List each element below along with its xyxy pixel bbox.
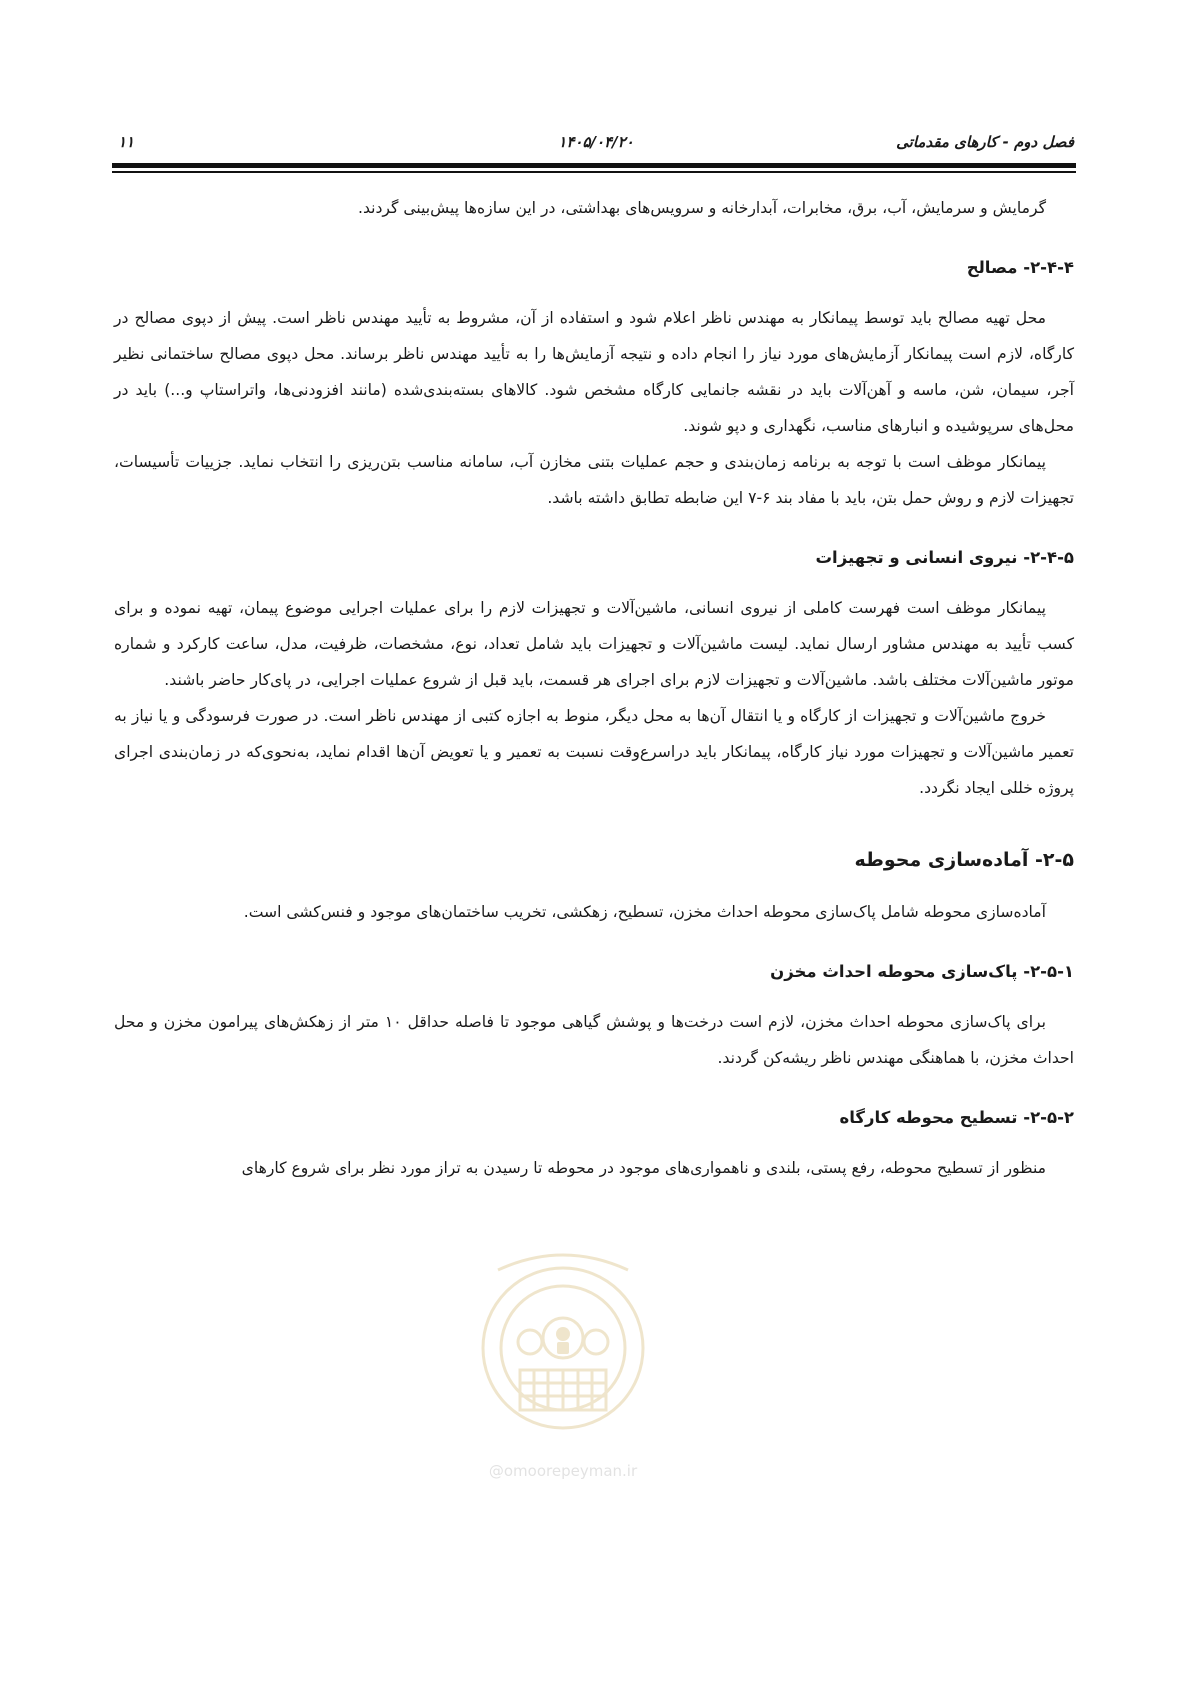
seal-logo-icon	[458, 1230, 668, 1460]
header-date: ۱۴۰۵/۰۴/۲۰	[558, 133, 634, 151]
section-heading-clearing: ۲-۵-۱- پاک‌سازی محوطه احداث مخزن	[770, 962, 1074, 981]
paragraph-manpower: پیمانکار موظف است فهرست کاملی از نیروی انسانی، ماشین‌آلات و تجهیزات لازم را برای عملیات اجرایی موضوع پیمان، تهیه نموده و برای کسب تأیید به مهندس مشاور ارسال نماید. لیست ماشین‌آلات و تجهیزات باید شامل تعداد، نوع، مشخصات، ظرفیت، مدل، ساعت کارکرد و شماره موتور ماشین‌آلات مختلف باشد. ماشین‌آلات و تجهیزات لازم برای اجرای هر قسمت، باید قبل از شروع عملیات اجرایی، در پای‌کار حاضر باشند.	[114, 599, 1074, 689]
watermark-seal	[458, 1230, 668, 1490]
header-rule-thin	[112, 171, 1076, 173]
paragraph-intro: گرمایش و سرمایش، آب، برق، مخابرات، آبدارخانه و سرویس‌های بهداشتی، در این سازه‌ها پیش‌بینی گردند.	[357, 199, 1046, 217]
page-header	[118, 130, 1074, 154]
section-heading-manpower: ۲-۴-۵- نیروی انسانی و تجهیزات	[815, 548, 1074, 567]
page-number: ۱۱	[118, 133, 135, 151]
paragraph-concrete: پیمانکار موظف است با توجه به برنامه زمان‌بندی و حجم عملیات بتنی مخازن آب، سامانه مناسب بتن‌ریزی را انتخاب نماید. جزییات تأسیسات، تجهیزات لازم و روش حمل بتن، باید با مفاد بند ۶-۷ این ضابطه تطابق داشته باشد.	[114, 453, 1074, 507]
paragraph-leveling: منظور از تسطیح محوطه، رفع پستی، بلندی و ناهمواری‌های موجود در محوطه تا رسیدن به تراز مورد نظر برای شروع کارهای	[241, 1159, 1046, 1177]
section-heading-materials: ۲-۴-۴- مصالح	[966, 258, 1074, 277]
watermark-url: @omoorepeyman.ir	[488, 1462, 638, 1480]
section-heading-leveling: ۲-۵-۲- تسطیح محوطه کارگاه	[839, 1108, 1074, 1127]
paragraph-clearing: برای پاک‌سازی محوطه احداث مخزن، لازم است درخت‌ها و پوشش گیاهی موجود تا فاصله حداقل ۱۰ متر از زهکش‌های پیرامون مخزن و محل احداث مخزن، با هماهنگی مهندس ناظر ریشه‌کن گردند.	[114, 1013, 1074, 1067]
section-heading-site-prep: ۲-۵- آماده‌سازی محوطه	[854, 849, 1074, 871]
header-rule-thick	[112, 163, 1076, 168]
paragraph-site-prep: آماده‌سازی محوطه شامل پاک‌سازی محوطه احداث مخزن، تسطیح، زهکشی، تخریب ساختمان‌های موجود و فنس‌کشی است.	[243, 903, 1046, 921]
paragraph-materials: محل تهیه مصالح باید توسط پیمانکار به مهندس ناظر اعلام شود و استفاده از آن، مشروط به تأیید مهندس ناظر است. پیش از دپوی مصالح در کارگاه، لازم است پیمانکار آزمایش‌های مورد نیاز را انجام داده و نتیجه آزمایش‌ها را به تأیید مهندس ناظر برساند. محل دپوی مصالح ساختمانی نظیر آجر، سیمان، شن، ماسه و آهن‌آلات باید در نقشه جانمایی کارگاه مشخص شود. کالاهای بسته‌بندی‌شده (مانند افزودنی‌ها، واتراستاپ و...) باید در محل‌های سرپوشیده و انبارهای مناسب، نگهداری و دپو شوند.	[114, 309, 1074, 435]
paragraph-machinery: خروج ماشین‌آلات و تجهیزات از کارگاه و یا انتقال آن‌ها به محل دیگر، منوط به اجازه کتبی از مهندس ناظر است. در صورت فرسودگی و یا نیاز به تعمیر ماشین‌آلات و تجهیزات مورد نیاز کارگاه، پیمانکار باید دراسرع‌وقت نسبت به تعمیر و یا تعویض آن‌ها اقدام نماید، به‌نحوی‌که در زمان‌بندی اجرای پروژه خللی ایجاد نگردد.	[114, 707, 1074, 797]
page-body	[114, 190, 1074, 1186]
chapter-title: فصل دوم - کارهای مقدماتی	[896, 133, 1074, 151]
